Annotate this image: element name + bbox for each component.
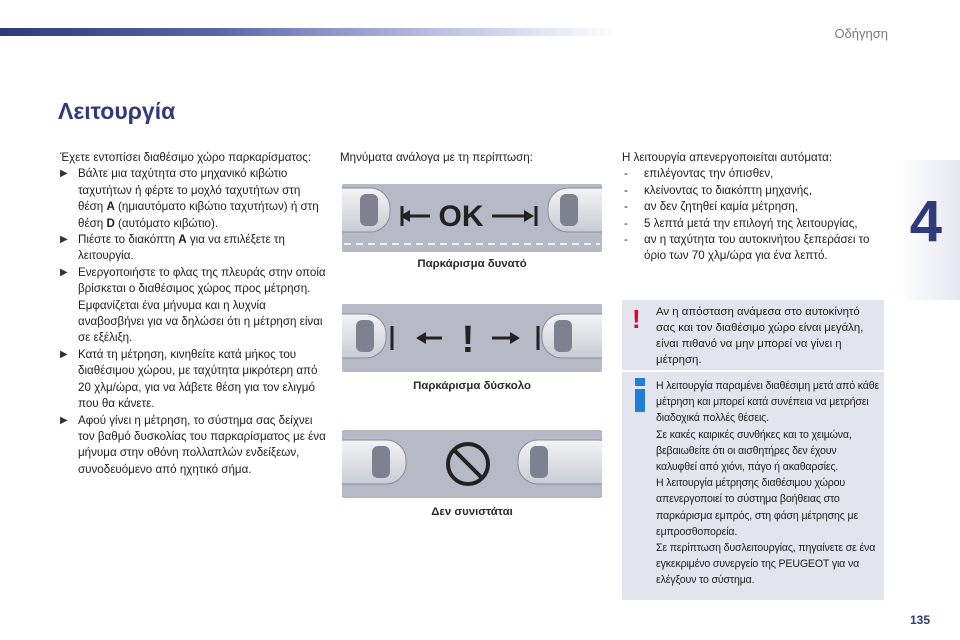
parking-not-recommended-illustration <box>342 430 602 498</box>
parked-car-left-icon <box>342 440 406 484</box>
list-item: - 5 λεπτά μετά την επιλογή της λειτουργίας, <box>624 216 858 230</box>
parking-difficult-illustration <box>342 304 602 372</box>
page-number: 135 <box>909 613 930 627</box>
list-item: ▶ Κατά τη μέτρηση, κινηθείτε κατά μήκος του διαθέσιμου χώρου, με ταχύτητα μικρότερη από 20 χλμ/ώρα, για να λάβετε θέση για τον ελιγμό που θα κάνετε. <box>60 347 318 411</box>
list-item: - κλείνοντας το διακόπτη μηχανής, <box>624 183 812 197</box>
warning-text: Αν η απόσταση ανάμεσα στο αυτοκίνητό σας και τον διαθέσιμο χώρο είναι μεγάλη, είναι πιθανό να μην μπορεί να γίνει η μέτρηση. <box>656 306 864 366</box>
list-item: ▶ Αφού γίνει η μέτρηση, το σύστημα σας δείχνει τον βαθμό δυσκολίας του παρκαρίσματος με ένα μήνυμα στην οθόνη πολλαπλών ενδείξεων, συνοδευόμενο από ηχητικό σήμα. <box>60 413 326 476</box>
header-gradient-bar <box>0 28 620 36</box>
deactivation-column <box>622 150 884 265</box>
deactivation-intro: Η λειτουργία απενεργοποιείται αυτόματα: <box>622 151 833 164</box>
info-box <box>622 372 884 600</box>
arrow-bullet-icon: ▶ <box>60 234 68 246</box>
list-item: - αν δεν ζητηθεί καμία μέτρηση, <box>624 200 798 214</box>
list-item: ▶ Ενεργοποιήστε το φλας της πλευράς στην οποία βρίσκεται ο διαθέσιμος χώρος προς μέτρηση. Εμφανίζεται ένα μήνυμα και η λυχνία αναβοσβήνει για να δηλώσει ότι η μέτρηση είναι σε εξέλιξη. <box>60 265 326 345</box>
parked-car-left-icon <box>342 314 386 358</box>
list-item: ▶ Βάλτε μια ταχύτητα στο μηχανικό κιβώτιο ταχυτήτων ή φέρτε το μοχλό ταχυτήτων στη θέση A (ημιαυτόματο κιβώτιο ταχυτήτων) ή στη θέση D (αυτόματο κιβώτιο). <box>60 167 319 230</box>
info-paragraph: Σε περίπτωση δυσλειτουργίας, πηγαίνετε σε ένα εγκεκριμένο συνεργείο της PEUGEOT για να ελέγξουν το σύστημα. <box>656 542 876 587</box>
list-item: - επιλέγοντας την όπισθεν, <box>624 167 774 181</box>
arrow-bullet-icon: ▶ <box>60 348 68 360</box>
deactivation-list <box>622 166 884 264</box>
parked-car-right-icon <box>548 188 602 232</box>
list-item: - αν η ταχύτητα του αυτοκινήτου ξεπεράσει το όριο των 70 χλμ/ώρα για ένα λεπτό. <box>624 233 870 263</box>
arrow-bullet-icon: ▶ <box>60 168 68 180</box>
exclamation-icon: ! <box>632 304 641 334</box>
instructions-list <box>60 166 328 478</box>
parked-car-right-icon <box>518 440 602 484</box>
parking-possible-illustration <box>342 184 602 252</box>
parked-car-right-icon <box>542 314 602 358</box>
chapter-title: Οδήγηση <box>834 26 888 41</box>
info-paragraph: Σε κακές καιρικές συνθήκες και το χειμώνα, βεβαιωθείτε ότι οι αισθητήρες δεν έχουν καλυφθεί από χιόνι, πάγο ή ακαθαρσίες. <box>656 428 852 474</box>
parked-car-left-icon <box>342 188 390 232</box>
messages-intro: Μηνύματα ανάλογα με τη περίπτωση: <box>340 151 533 164</box>
caption-not-recommended: Δεν συνιστάται <box>431 506 513 518</box>
caption-parking-difficult: Παρκάρισμα δύσκολο <box>413 380 531 392</box>
arrow-bullet-icon: ▶ <box>60 266 68 278</box>
warning-box <box>622 300 884 370</box>
info-icon <box>632 378 648 412</box>
list-item: ▶ Πιέστε το διακόπτη A για να επιλέξετε τη λειτουργία. <box>60 233 285 263</box>
instructions-intro: Έχετε εντοπίσει διαθέσιμο χώρο παρκαρίσματος: <box>60 151 312 164</box>
info-paragraph: Η λειτουργία μέτρησης διαθέσιμου χώρου απενεργοποιεί το σύστημα βοήθειας στο παρκάρισμα εμπρός, στη φάση μέτρησης με εμπροσθοπορεία. <box>656 477 859 538</box>
info-text <box>656 378 880 589</box>
section-title: Λειτουργία <box>58 98 176 124</box>
warning-display-text: ! <box>461 319 475 361</box>
ok-display-text: OK <box>438 200 484 233</box>
instructions-column <box>60 150 328 478</box>
info-paragraph: Η λειτουργία παραμένει διαθέσιμη μετά από κάθε μέτρηση και μπορεί κατά συνέπεια να μετρήσει διαδοχικά πολλές θέσεις. <box>656 380 880 425</box>
arrow-bullet-icon: ▶ <box>60 414 68 426</box>
chapter-number: 4 <box>909 189 942 254</box>
caption-parking-possible: Παρκάρισμα δυνατό <box>417 258 527 270</box>
